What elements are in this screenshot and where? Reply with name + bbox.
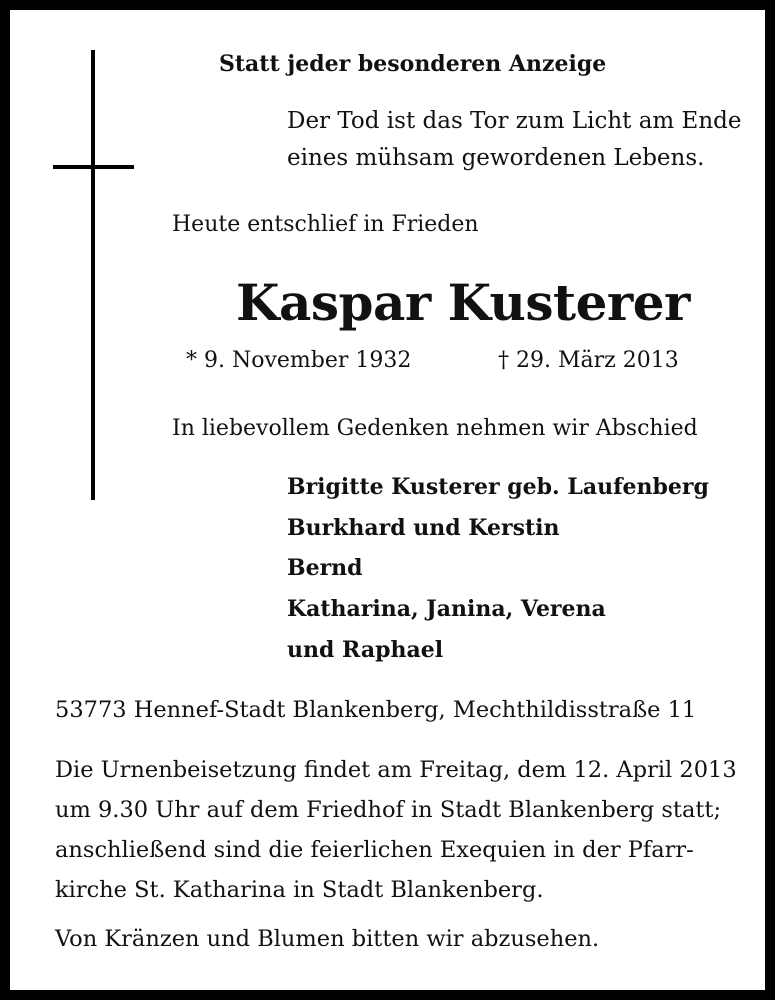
funeral-line: anschließend sind die feierlichen Exequien in der Pfarr- — [55, 837, 694, 863]
birth-date: * 9. November 1932 — [186, 348, 412, 373]
farewell-text: In liebevollem Gedenken nehmen wir Abschied — [172, 416, 698, 441]
address: 53773 Hennef-Stadt Blankenberg, Mechthildisstraße 11 — [55, 697, 697, 723]
quote-line-2: eines mühsam gewordenen Lebens. — [287, 145, 705, 171]
header-title: Statt jeder besonderen Anzeige — [219, 51, 607, 77]
funeral-line: um 9.30 Uhr auf dem Friedhof in Stadt Blankenberg statt; — [55, 797, 722, 823]
family-member: Burkhard und Kerstin — [287, 515, 560, 541]
funeral-line: kirche St. Katharina in Stadt Blankenberg. — [55, 877, 544, 903]
cross-icon — [91, 50, 95, 500]
family-member: Katharina, Janina, Verena — [287, 596, 606, 622]
family-member: Brigitte Kusterer geb. Laufenberg — [287, 474, 709, 500]
funeral-line: Die Urnenbeisetzung findet am Freitag, dem 12. April 2013 — [55, 757, 737, 783]
deceased-name: Kaspar Kusterer — [236, 273, 690, 332]
death-date: † 29. März 2013 — [498, 348, 679, 373]
quote-line-1: Der Tod ist das Tor zum Licht am Ende — [287, 108, 742, 134]
family-member: und Raphael — [287, 637, 444, 663]
closing-text: Von Kränzen und Blumen bitten wir abzusehen. — [55, 926, 600, 952]
family-member: Bernd — [287, 555, 363, 581]
intro-text: Heute entschlief in Frieden — [172, 212, 479, 237]
cross-icon-bar — [53, 165, 134, 169]
